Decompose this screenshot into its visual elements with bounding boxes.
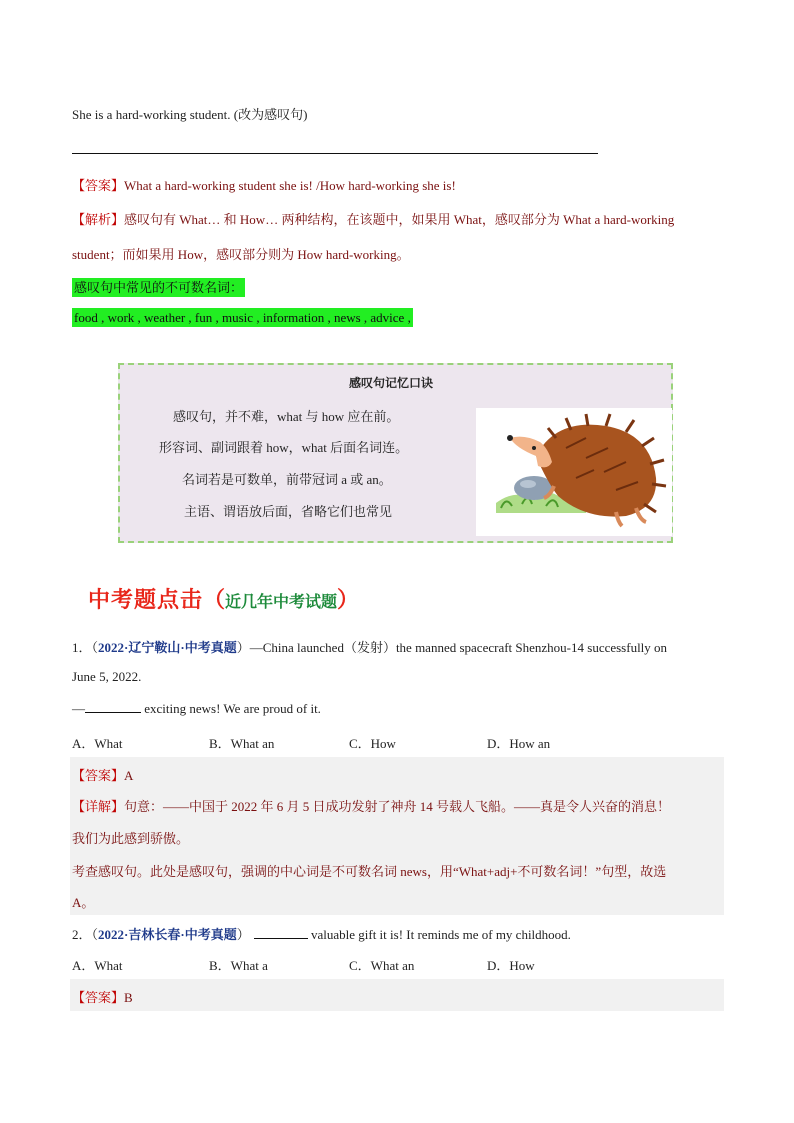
section-title: 中考题点击 bbox=[88, 588, 204, 613]
answer-text: What a hard-working student she is! /How hard-working she is! bbox=[124, 178, 456, 193]
q2-number: 2． bbox=[72, 927, 92, 942]
q2-option-b[interactable]: B．What a bbox=[209, 958, 268, 973]
analysis-text-1: 感叹句有 What… 和 How… 两种结构，在该题中，如果用 What，感叹部分为 What a hard-working bbox=[124, 212, 675, 227]
mnemonic-title: 感叹句记忆口诀 bbox=[349, 376, 434, 390]
exercise-question: She is a hard-working student. (改为感叹句) bbox=[72, 107, 308, 122]
section-subtitle: 近几年中考试题 bbox=[225, 592, 338, 611]
q2-blank[interactable] bbox=[254, 938, 308, 939]
uncountable-title: 感叹句中常见的不可数名词： bbox=[74, 280, 244, 295]
q2-source-open: （ bbox=[91, 927, 99, 942]
q1-answer-row bbox=[72, 765, 133, 784]
q2-answer: B bbox=[124, 990, 133, 1005]
q2-source-close: ） bbox=[236, 927, 250, 942]
q2-option-c[interactable]: C．What an bbox=[349, 958, 415, 973]
q1-stem-text: —China launched（发射）the manned spacecraft Shenzhou-14 successfully on bbox=[249, 640, 668, 655]
hedgehog-illustration bbox=[476, 408, 672, 536]
q2-answer-row bbox=[72, 987, 133, 1006]
q1-option-d[interactable]: D．How an bbox=[487, 736, 551, 751]
q1-detail-row1 bbox=[72, 796, 670, 815]
section-heading bbox=[88, 583, 359, 614]
q1-detail-2: 我们为此感到骄傲。 bbox=[72, 831, 190, 846]
q1-dash: — bbox=[72, 701, 85, 716]
uncountable-list: food , work , weather , fun , music , information , news , advice , bbox=[74, 310, 411, 325]
analysis-label: 【解析】 bbox=[72, 212, 125, 227]
q1-option-b[interactable]: B．What an bbox=[209, 736, 275, 751]
mnemonic-line: 主语、谓语放后面，省略它们也常见 bbox=[184, 504, 393, 519]
q2-stem-suffix: valuable gift it is! It reminds me of my childhood. bbox=[307, 927, 571, 942]
q1-option-c[interactable]: C．How bbox=[349, 736, 396, 751]
mnemonic-line: 感叹句，并不难，what 与 how 应在前。 bbox=[173, 409, 400, 424]
q1-detail-3: 考查感叹句。此处是感叹句，强调的中心词是不可数名词 news，用“What+adj+不可数名词！”句型，故选 bbox=[72, 864, 667, 879]
q1-blank[interactable] bbox=[85, 712, 141, 713]
q1-option-a[interactable]: A．What bbox=[72, 736, 123, 751]
intro-answer bbox=[72, 175, 456, 194]
mnemonic-box bbox=[118, 363, 673, 543]
intro-analysis-line1 bbox=[72, 209, 674, 228]
answer-writing-line bbox=[72, 153, 598, 154]
q1-source-open: （ bbox=[91, 640, 99, 655]
section-paren-close: ） bbox=[337, 588, 360, 613]
section-paren-open: （ bbox=[203, 588, 226, 613]
q1-source-close: ） bbox=[236, 640, 250, 655]
q2-stem bbox=[72, 924, 571, 943]
q1-stem-suffix: exciting news! We are proud of it. bbox=[141, 701, 321, 716]
mnemonic-line: 形容词、副词跟着 how，what 后面名词连。 bbox=[159, 440, 409, 455]
q2-source: 2022·吉林长春·中考真题 bbox=[98, 927, 237, 942]
q1-stem-line1 bbox=[72, 637, 667, 656]
q1-detail-label: 【详解】 bbox=[72, 799, 125, 814]
q2-option-d[interactable]: D．How bbox=[487, 958, 535, 973]
q1-source: 2022·辽宁鞍山·中考真题 bbox=[98, 640, 237, 655]
answer-label: 【答案】 bbox=[72, 178, 125, 193]
analysis-text-2: student；而如果用 How，感叹部分则为 How hard-working。 bbox=[72, 247, 410, 262]
q2-answer-panel bbox=[70, 979, 724, 1011]
q1-number: 1． bbox=[72, 640, 92, 655]
q2-answer-label: 【答案】 bbox=[72, 990, 125, 1005]
q1-answer-label: 【答案】 bbox=[72, 768, 125, 783]
q1-stem-line3 bbox=[72, 701, 321, 717]
q2-option-a[interactable]: A．What bbox=[72, 958, 123, 973]
q1-detail-1: 句意：——中国于 2022 年 6 月 5 日成功发射了神舟 14 号载人飞船。——真是令人兴奋的消息！ bbox=[124, 799, 671, 814]
q1-stem-line2: June 5, 2022. bbox=[72, 669, 142, 684]
uncountable-list-row bbox=[72, 310, 413, 326]
q1-detail-4: A。 bbox=[72, 895, 95, 910]
q1-answer: A bbox=[124, 768, 134, 783]
uncountable-title-row bbox=[72, 277, 245, 296]
mnemonic-line: 名词若是可数单，前带冠词 a 或 an。 bbox=[182, 472, 392, 487]
